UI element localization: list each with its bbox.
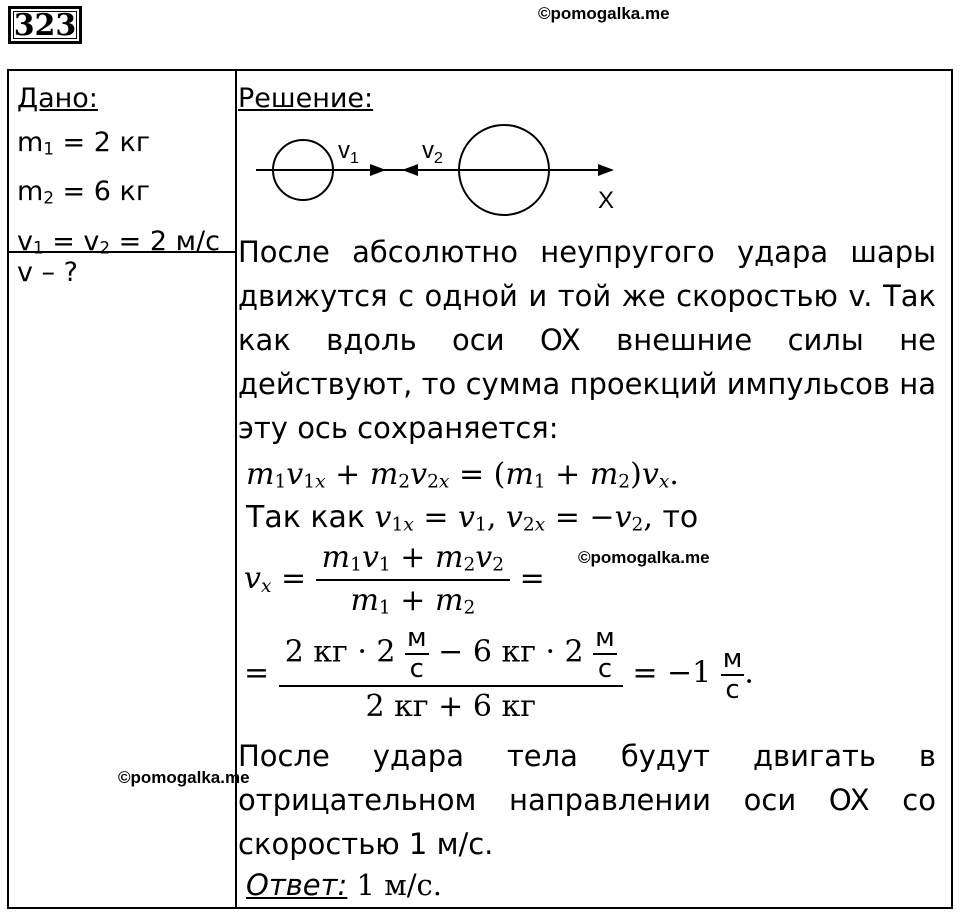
watermark-bottom: ©pomogalka.me [118,768,250,787]
solution-paragraph-2: После удара тела будут двигать в отрицательном направлении оси OX со скоростью 1 м/с. [238,739,936,861]
collision-diagram [246,122,626,220]
watermark-top: ©pomogalka.me [538,4,670,23]
momentum-equation: $m_1v_{1x} + m_2v_{2x} = (m_1 + m_2)v_x$. [246,457,679,493]
given-velocities: $v_1 = v_2 = 2$ м/с [17,225,220,258]
solution-header [238,77,936,121]
x-axis-arrowhead [598,164,614,176]
projection-relations: Так как $v_{1x} = v_1$, $v_{2x} = -v_2$, то [246,500,699,536]
v2-label: $v_2$ [422,137,443,167]
v2-arrowhead [402,164,418,176]
given-block [17,77,220,269]
given-m2: $m_2 = 6$ кг [17,176,151,208]
given-m1: $m_1 = 2$ кг [17,127,151,159]
given-title: Дано: [17,83,98,114]
solution-title: Решение: [238,83,374,114]
answer-line [246,868,442,903]
watermark-middle: ©pomogalka.me [578,548,710,567]
velocity-formula: $v_x$ = $\frac{m_1v_1 + m_2v_2}{m_1 + m_2}$ = [244,540,545,619]
solution-paragraph-1: После абсолютно неупругого удара шары движутся с одной и той же скоростью v. Так как вдоль оси OX внешние силы не действуют, то сумма проекций импульсов на эту ось сохраняется: [238,235,936,445]
problem-number: 323 [8,6,82,44]
answer-label: Ответ: [246,868,348,902]
velocity-fraction: $\frac{m_1v_1 + m_2v_2}{m_1 + m_2}$ [316,540,510,620]
answer-value: 1 м/с. [347,868,443,902]
numeric-fraction: 2 кг · 2 $\frac{м}{с}$ − 6 кг · 2 $\frac{м}{с}$ 2 кг + 6 кг [279,624,623,725]
axis-x-label: X [598,187,615,214]
unknown-quantity: v – ? [17,257,78,288]
numeric-calculation: = 2 кг · 2 $\frac{м}{с}$ − 6 кг · 2 $\frac{м}{с}$ 2 кг + 6 кг = −1 $\frac{м}{с}$ . [244,623,754,725]
v1-arrowhead [370,164,386,176]
v1-label: $v_1$ [338,137,359,167]
